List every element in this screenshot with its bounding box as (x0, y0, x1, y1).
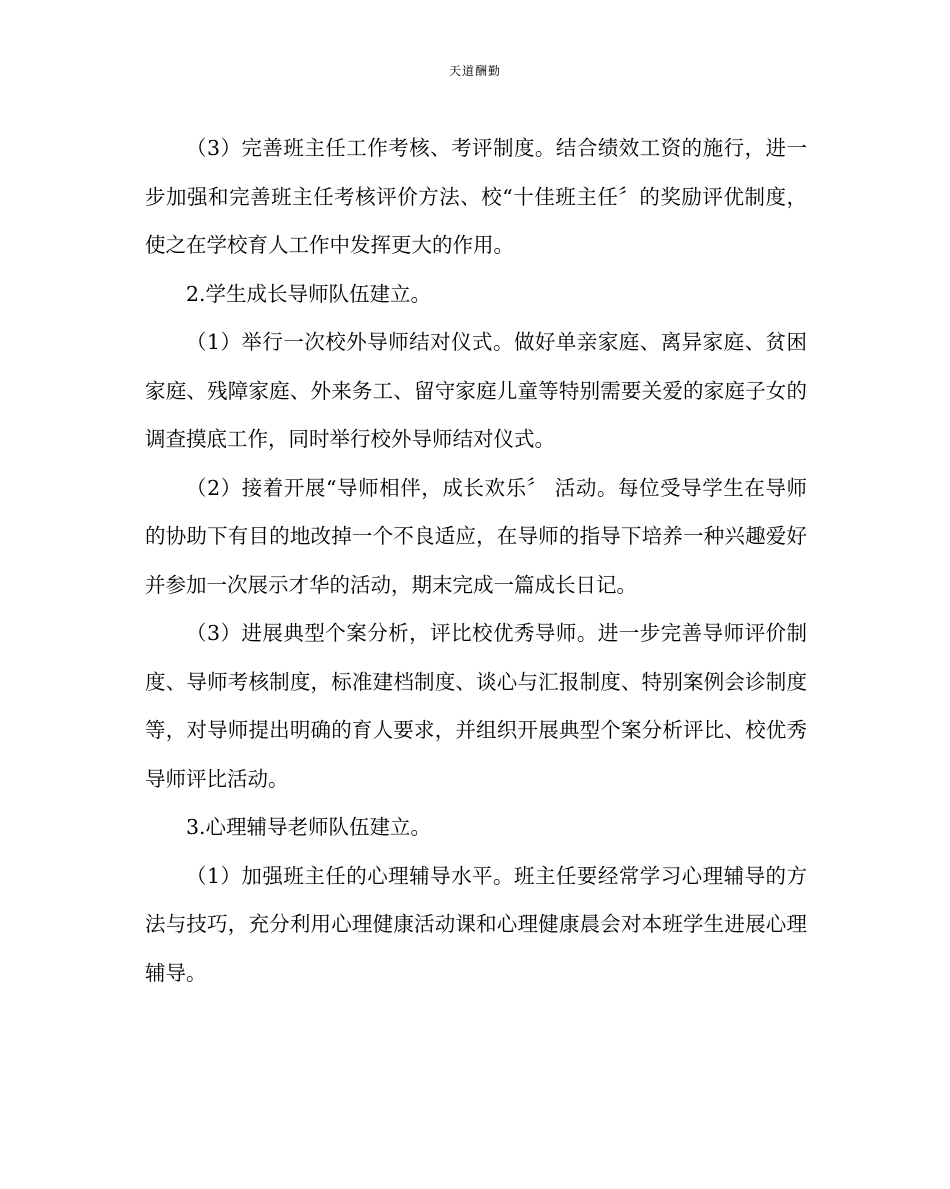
paragraph-counseling-skills: （1）加强班主任的心理辅导水平。班主任要经常学习心理辅导的方法与技巧，充分利用心理健康活动课和心理健康晨会对本班学生进展心理辅导。 (145, 863, 807, 985)
paragraph-mentor-activity: （2）接着开展“导师相伴，成长欢乐〞 活动。每位受导学生在导师的协助下有目的地改掉一个不良适应，在导师的指导下培养一种兴趣爱好并参加一次展示才华的活动，期末完成一篇成长日记。 (145, 475, 807, 597)
paragraph-mentor-ceremony: （1）举行一次校外导师结对仪式。做好单亲家庭、离异家庭、贫困家庭、残障家庭、外来务工、留守家庭儿童等特别需要关爱的家庭子女的调查摸底工作，同时举行校外导师结对仪式。 (145, 330, 807, 451)
paragraph-class-teacher-assessment: （3）完善班主任工作考核、考评制度。结合绩效工资的施行，进一步加强和完善班主任考核评价方法、校“十佳班主任〞的奖励评优制度，使之在学校育人工作中发挥更大的作用。 (145, 136, 807, 257)
paragraph-case-analysis: （3）进展典型个案分析，评比校优秀导师。进一步完善导师评价制度、导师考核制度，标准建档制度、谈心与汇报制度、特别案例会诊制度等，对导师提出明确的育人要求，并组织开展典型个案分析评比、校优秀导师评比活动。 (145, 621, 807, 791)
section-heading-counselor-team: 3.心理辅导老师队伍建立。 (186, 815, 432, 839)
page-header: 天道酬勤 (448, 64, 501, 78)
section-heading-mentor-team: 2.学生成长导师队伍建立。 (186, 281, 432, 306)
document-body (145, 124, 807, 997)
